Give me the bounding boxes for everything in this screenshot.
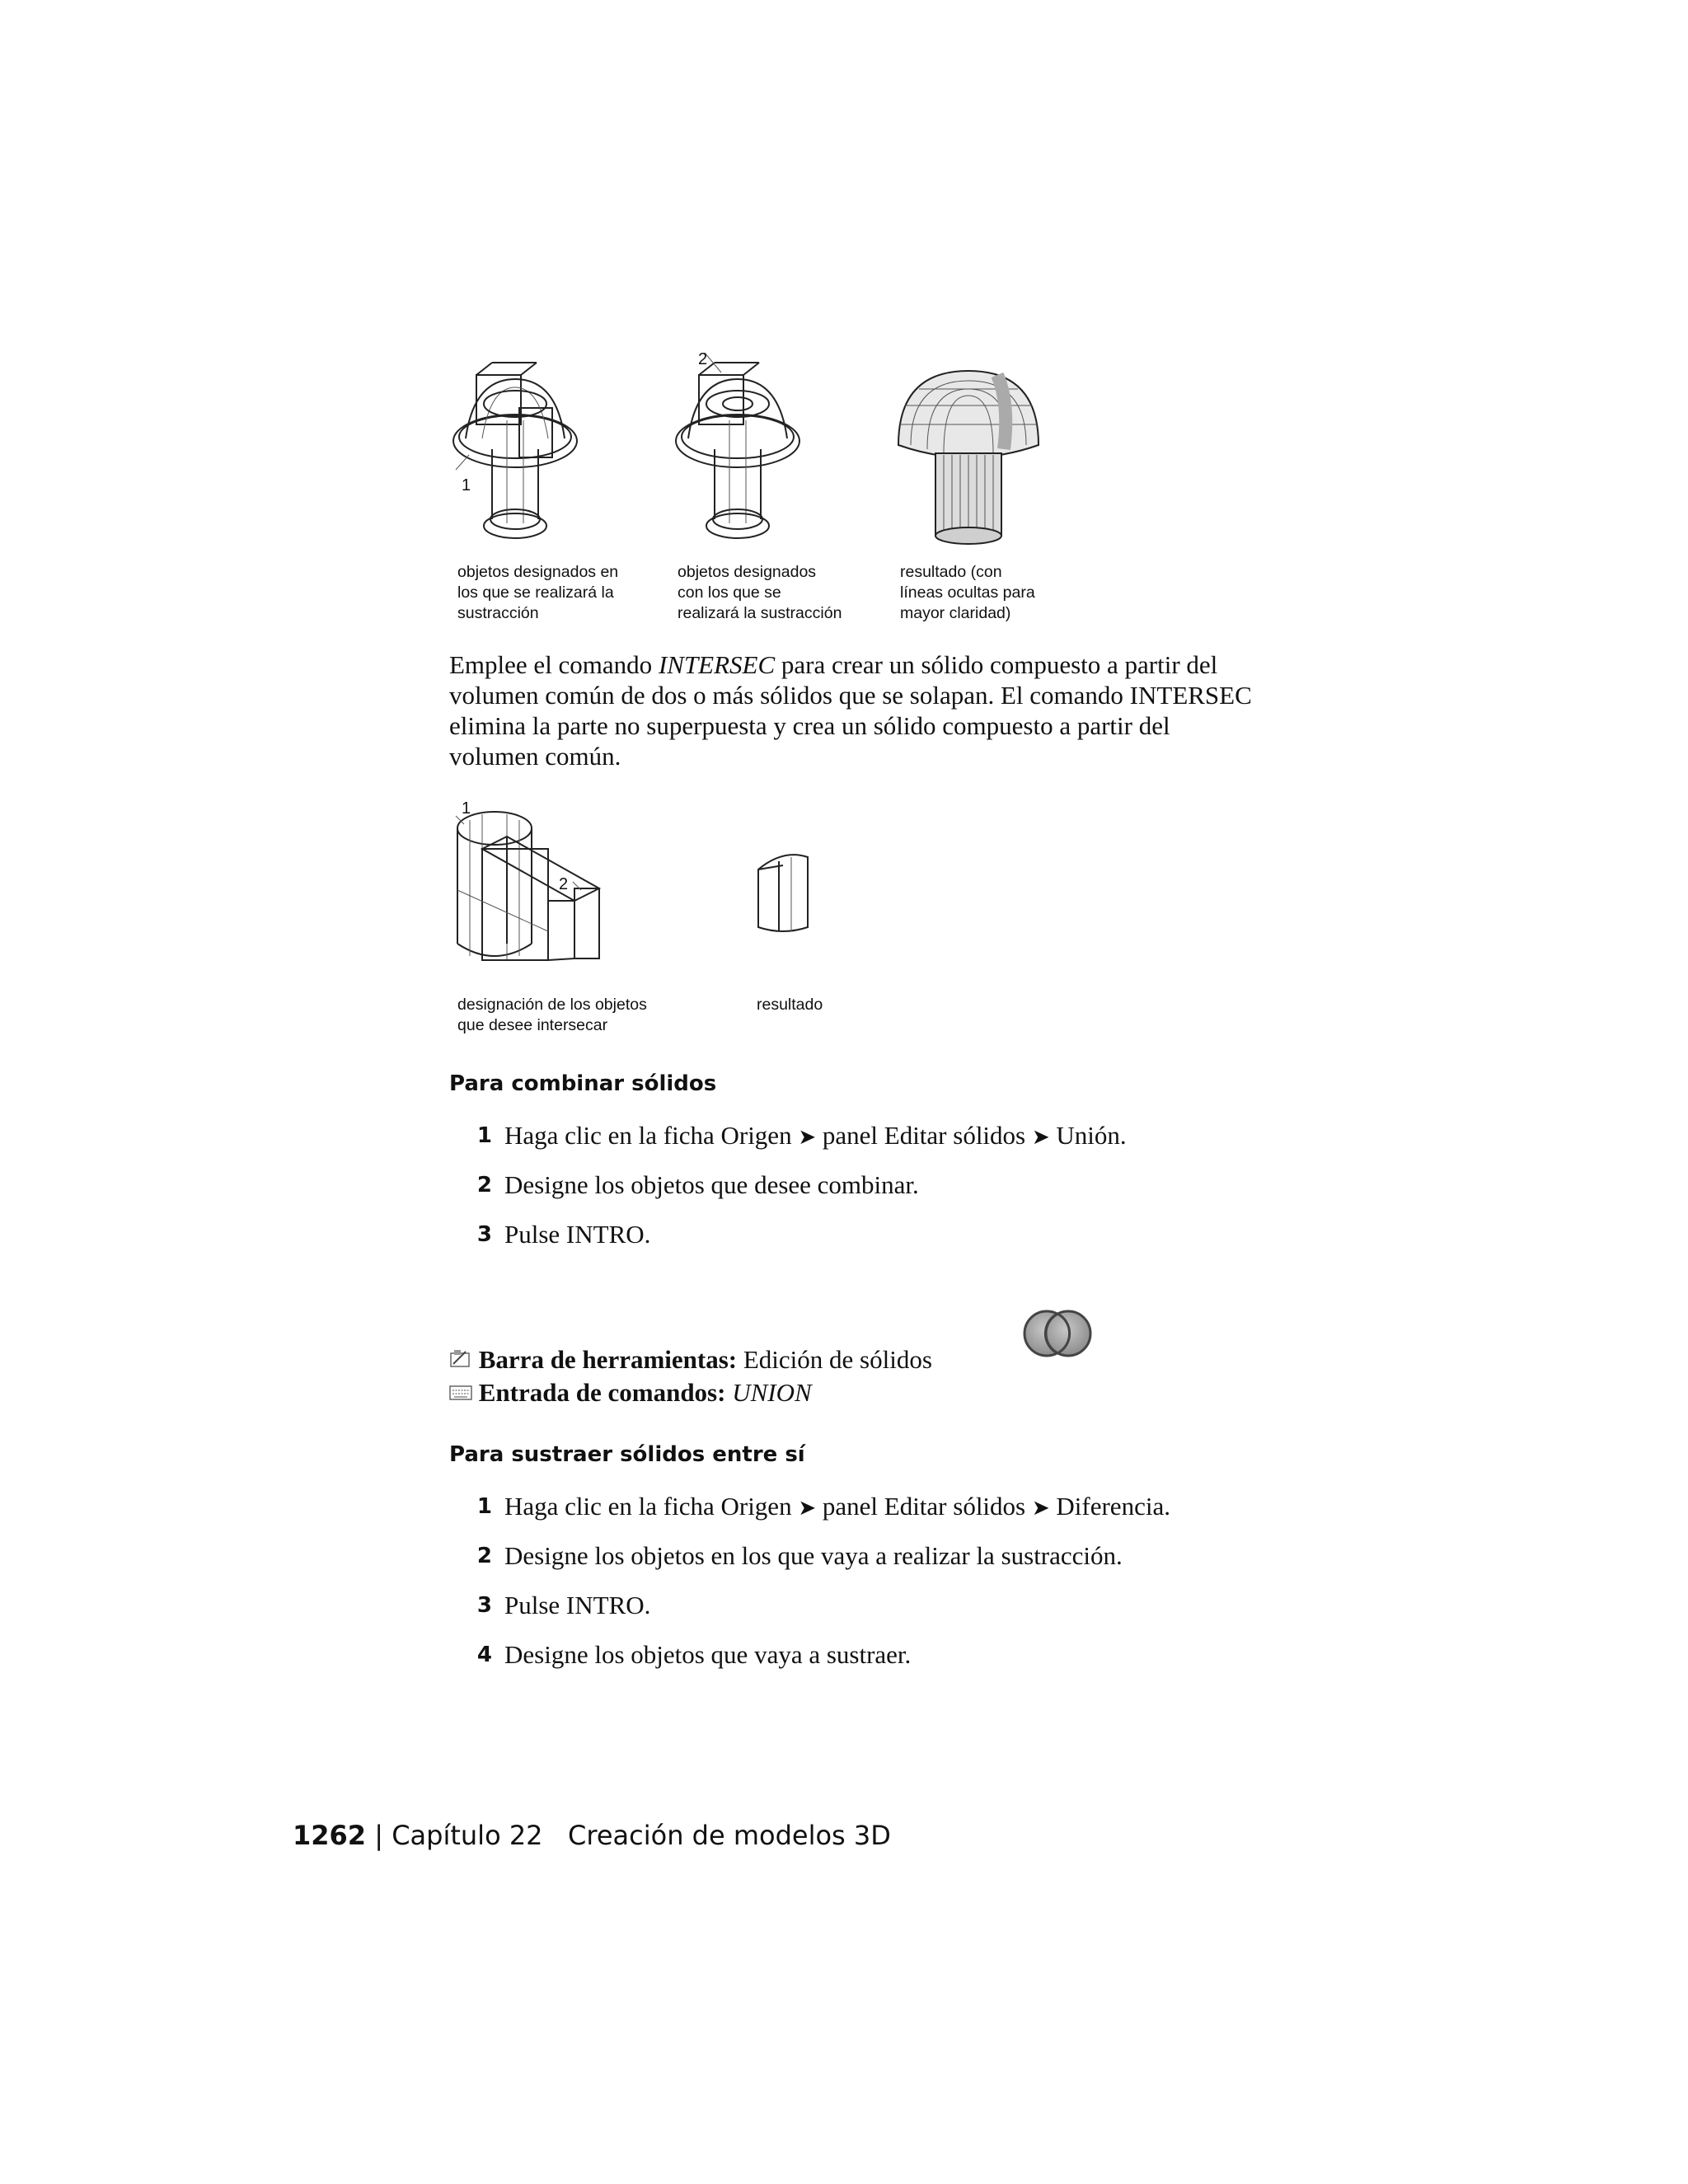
subtract-steps [476, 0, 1329, 2184]
list-item: 2 Designe los objetos que desee combinar. [476, 1170, 919, 1199]
page-footer [293, 1820, 891, 1851]
intersect-paragraph: Emplee el comando INTERSEC para crear un sólido compuesto a partir del volumen común de dos o más sólidos que se solapan. El comando INTERSEC elimina la parte no superpuesta y crea un sólido compuesto a partir del volumen común. [449, 650, 1252, 771]
list-item: 2 Designe los objetos en los que vaya a realizar la sustracción. [476, 1541, 1123, 1570]
list-item: 1 Haga clic en la ficha Origen ➤ panel Editar sólidos ➤ Unión. [476, 1121, 1127, 1150]
footer-separator: | [374, 1820, 384, 1851]
list-item: 3 Pulse INTRO. [476, 1220, 651, 1249]
arrow-icon: ➤ [1031, 1496, 1050, 1520]
keyboard-icon [449, 1384, 472, 1402]
caption-subtracted-objects: objetos designados con los que se realizará la sustracción [678, 563, 842, 622]
list-item: 4 Designe los objetos que vaya a sustraer. [476, 1640, 912, 1669]
callout-2: 2 [559, 875, 569, 893]
toolbar-reference: Barra de herramientas: Edición de sólidos [449, 1345, 932, 1375]
arrow-icon: ➤ [798, 1125, 817, 1149]
caption-subtraction-objects: objetos designados en los que se realizará la sustracción [457, 563, 619, 622]
section-heading-subtract: Para sustraer sólidos entre sí [449, 1442, 805, 1467]
chapter-title: Creación de modelos 3D [568, 1820, 891, 1851]
section-heading-combine: Para combinar sólidos [449, 1071, 717, 1096]
list-item: 3 Pulse INTRO. [476, 1591, 651, 1619]
caption-subtraction-result: resultado (con líneas ocultas para mayor claridad) [900, 563, 1035, 622]
page-number: 1262 [293, 1820, 367, 1851]
chapter-label: Capítulo 22 [392, 1820, 543, 1851]
arrow-icon: ➤ [798, 1496, 817, 1520]
arrow-icon: ➤ [1031, 1125, 1050, 1149]
toolbar-icon [449, 1348, 472, 1370]
list-item: 1 Haga clic en la ficha Origen ➤ panel Editar sólidos ➤ Diferencia. [476, 1492, 1170, 1521]
caption-intersect-result: resultado [757, 996, 823, 1014]
callout-2: 2 [698, 350, 708, 368]
callout-1: 1 [462, 799, 471, 818]
command-reference: Entrada de comandos: UNION [449, 1378, 812, 1408]
callout-1: 1 [462, 476, 471, 494]
caption-intersect-objects: designación de los objetos que desee intersecar [457, 996, 647, 1034]
